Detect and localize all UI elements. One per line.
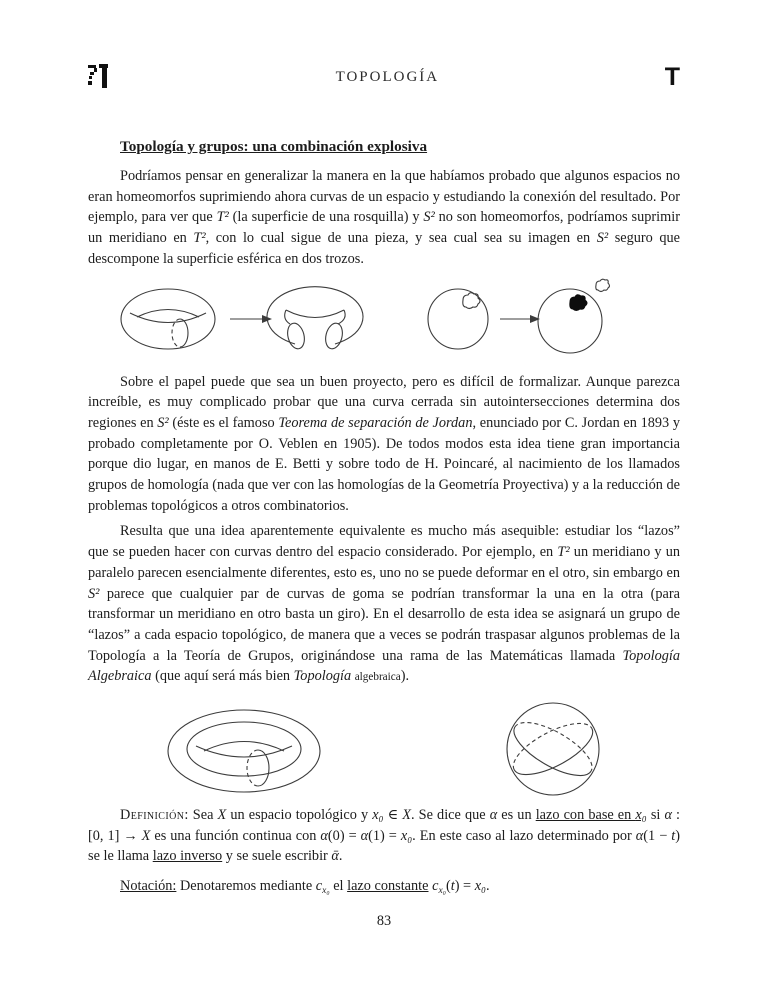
paragraph-3: Resulta que una idea aparentemente equivalente es mucho más asequible: estudiar los “lazos” que se pueden hacer con curvas dentro del espacio considerado. Por ejemplo, en T² un meridiano y un paralelo parecen esencialmente diferentes, esto es, uno no se puede deformar en el otro, sin embargo en S² parece que cualquier par de curvas de goma se podrían transformar la una en la otra (para transformar un meridiano en otro basta un giro). En el desarrollo de esta idea se asignará un grupo de “lazos” a cada espacio topológico, de manera que a veces se podrán traspasar algunos problemas de la Topología a la Teoría de Grupos, originándose una rama de las Matemáticas llamada Topología Algebraica (que aquí será más bien Topología algebraica).	[88, 523, 680, 685]
sphere-with-removed-patch-figure	[538, 279, 610, 353]
figure-row-1	[100, 275, 670, 367]
arrow-icon	[230, 315, 272, 323]
paragraph-2: Sobre el papel puede que sea un buen proyecto, pero es difícil de formalizar. Aunque parezca increíble, es muy complicado probar que una curva cerrada sin autointersecciones determina dos regiones en S² (éste es el famoso Teorema de separación de Jordan, enunciado por C. Jordan en 1893 y probado completamente por O. Veblen en 1905). De todos modos esta idea tiene gran importancia porque dio lugar, en manos de E. Betti y sobre todo de H. Poincaré, al nacimiento de los llamados grupos de homología (nada que ver con las homologías de la Geometría Proyectiva) y a la reducción de problemas topológicos a otros combinatorios.	[88, 373, 680, 514]
corner-letter: T	[664, 62, 680, 91]
section-title: Topología y grupos: una combinación explosiva	[120, 138, 428, 155]
sphere-with-curve-figure	[428, 289, 488, 349]
pixel-logo-icon	[88, 64, 110, 90]
figure-row-2	[140, 694, 660, 799]
cut-open-torus-figure	[267, 286, 363, 350]
page-number: 83	[376, 912, 392, 929]
definition-paragraph: Definición: Sea X un espacio topológico y x₀ ∈ X. Se dice que α es un lazo con base en x₀ si α : [0, 1] → X es una función continua con α(0) = α(1) = x₀. En este caso al lazo determinado por α(1 − t) se le llama lazo inverso y se suele escribir ᾱ.	[88, 807, 681, 865]
page-body	[88, 138, 680, 930]
page-header	[88, 62, 680, 92]
arrow-icon	[500, 315, 540, 323]
torus-with-loops-figure	[168, 710, 320, 792]
torus-with-meridian-figure	[121, 289, 215, 349]
notation-paragraph: Notación: Denotaremos mediante $c_{x_0}$ el lazo constante $c_{x_0}(t) = x_0$.	[120, 878, 490, 897]
paragraph-1: Podríamos pensar en generalizar la manera en la que habíamos probado que algunos espacios no eran homeomorfos suprimiendo ahora curvas de un espacio y estudiando la conexión del resultado. Por ejemplo, para ver que T² (la superficie de una rosquilla) y S² no son homeomorfos, podríamos suprimir un meridiano en T², con lo cual sigue de una pieza, y sea cual sea su imagen en S² seguro que descompone la superficie esférica en dos trozos.	[88, 168, 680, 267]
sphere-with-loops-figure	[506, 703, 600, 795]
running-head-title: TOPOLOGÍA	[335, 68, 440, 85]
